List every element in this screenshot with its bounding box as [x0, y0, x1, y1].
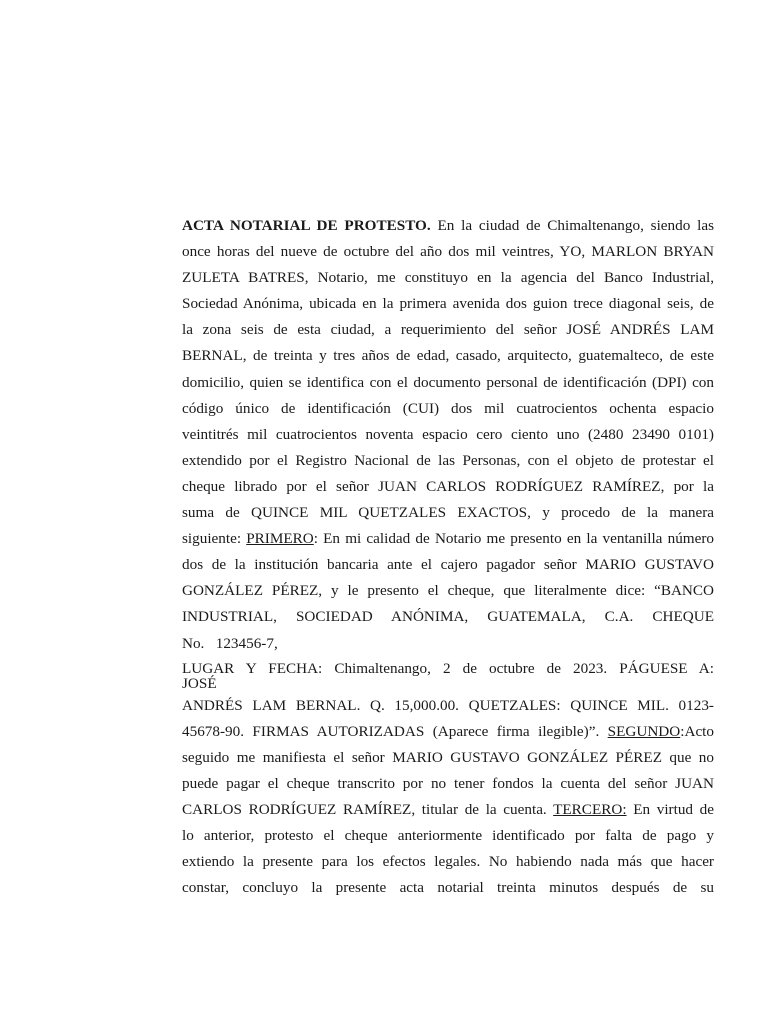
text-line-25: extiendo la presente para los efectos legales. No habiendo nada más que hacer: [182, 853, 714, 871]
text-line-26: constar, concluyo la presente acta notarial treinta minutos después de su: [182, 879, 714, 897]
text-line-4: Sociedad Anónima, ubicada en la primera avenida dos guion trece diagonal seis, de: [182, 295, 714, 313]
text-line-18: LUGAR Y FECHA: Chimaltenango, 2 de octubre de 2023. PÁGUESE A: JOSÉ: [182, 659, 714, 692]
document-heading: ACTA NOTARIAL DE PROTESTO.: [182, 217, 431, 234]
text-line-6: BERNAL, de treinta y tres años de edad, casado, arquitecto, guatemalteco, de este: [182, 347, 714, 365]
text-line-22: puede pagar el cheque transcrito por no tener fondos la cuenta del señor JUAN: [182, 774, 714, 792]
text-line-23: CARLOS RODRÍGUEZ RAMÍREZ, titular de la cuenta. TERCERO: En virtud de: [182, 800, 714, 818]
text-line-14: dos de la institución bancaria ante el cajero pagador señor MARIO GUSTAVO: [182, 556, 714, 574]
text-line-1: ACTA NOTARIAL DE PROTESTO. En la ciudad de Chimaltenango, siendo las: [182, 217, 714, 234]
text-line-24: lo anterior, protesto el cheque anteriormente identificado por falta de pago y: [182, 827, 714, 845]
text-line-9: veintitrés mil cuatrocientos noventa espacio cero ciento uno (2480 23490 0101): [182, 425, 714, 443]
text-line-21: seguido me manifiesta el señor MARIO GUSTAVO GONZÁLEZ PÉREZ que no: [182, 748, 714, 766]
segundo-label: SEGUNDO: [607, 722, 681, 740]
text-line-8: código único de identificación (CUI) dos mil cuatrocientos ochenta espacio: [182, 399, 714, 417]
text-line-16: INDUSTRIAL, SOCIEDAD ANÓNIMA, GUATEMALA, C.A. CHEQUE: [182, 608, 714, 626]
text-line-2: once horas del nueve de octubre del año dos mil veintres, YO, MARLON BRYAN: [182, 243, 714, 261]
text-line-17: No. 123456-7,: [182, 634, 278, 652]
text-line-15: GONZÁLEZ PÉREZ, y le presento el cheque, que literalmente dice: “BANCO: [182, 582, 714, 600]
text-line-13: siguiente: PRIMERO: En mi calidad de Notario me presento en la ventanilla número: [182, 530, 714, 548]
text-line-20: 45678-90. FIRMAS AUTORIZADAS (Aparece firma ilegible)”. SEGUNDO:Acto: [182, 722, 714, 740]
primero-label: PRIMERO: [246, 530, 314, 548]
text-line-7: domicilio, quien se identifica con el documento personal de identificación (DPI) con: [182, 373, 714, 391]
text-line-10: extendido por el Registro Nacional de las Personas, con el objeto de protestar el: [182, 451, 714, 469]
acta-notarial-text: [182, 213, 714, 901]
text-line-19: ANDRÉS LAM BERNAL. Q. 15,000.00. QUETZALES: QUINCE MIL. 0123-: [182, 696, 714, 714]
tercero-label: TERCERO:: [553, 800, 627, 818]
text-line-5: la zona seis de esta ciudad, a requerimiento del señor JOSÉ ANDRÉS LAM: [182, 321, 714, 339]
text-line-11: cheque librado por el señor JUAN CARLOS RODRÍGUEZ RAMÍREZ, por la: [182, 477, 714, 495]
text-line-12: suma de QUINCE MIL QUETZALES EXACTOS, y procedo de la manera: [182, 504, 714, 522]
text-line-3: ZULETA BATRES, Notario, me constituyo en la agencia del Banco Industrial,: [182, 269, 714, 287]
